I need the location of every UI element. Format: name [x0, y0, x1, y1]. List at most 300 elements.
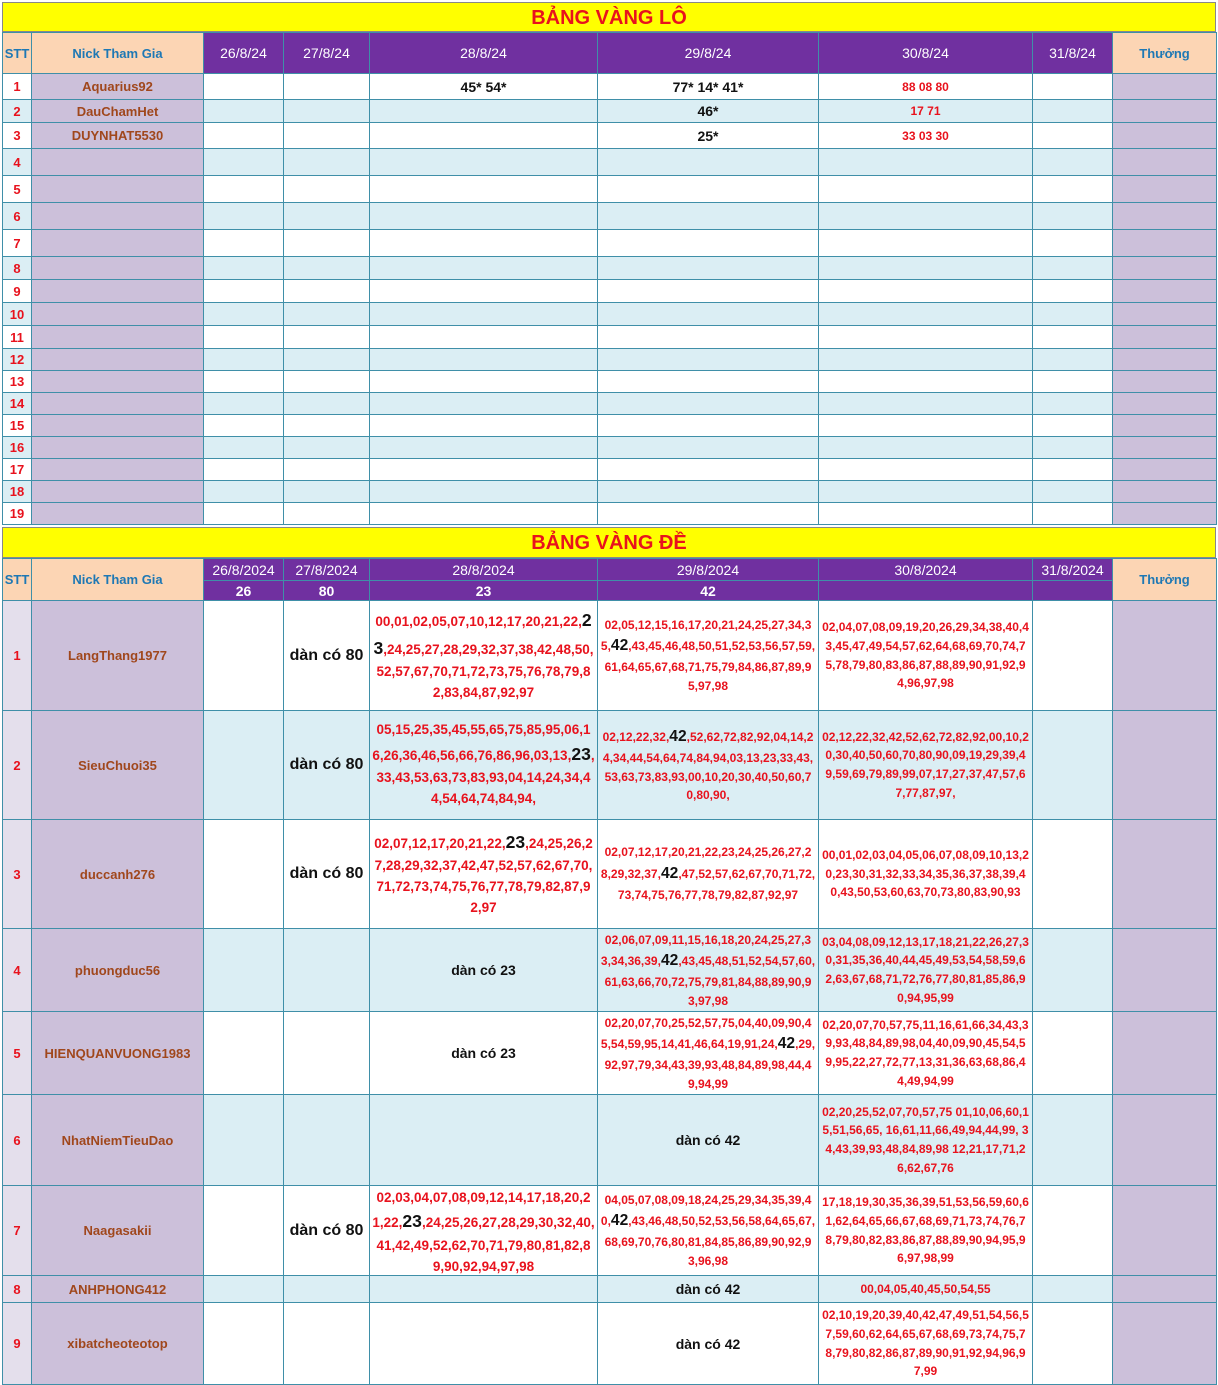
winning-number: 23 [505, 832, 526, 853]
pick-cell [598, 503, 819, 525]
pick-cell [204, 481, 284, 503]
row-stt: 7 [3, 1186, 32, 1276]
row-prize [1113, 459, 1217, 481]
pick-cell [819, 230, 1033, 257]
row-nick: Naagasakii [32, 1186, 204, 1276]
number-list-cell [819, 711, 1033, 820]
numbers-after-hit: ,43,45,46,48,50,51,52,53,56,57,59,61,64,65,67,68,71,75,79,84,86,87,89,95,97,98 [604, 639, 816, 693]
row-stt: 6 [3, 203, 32, 230]
pick-cell [598, 349, 819, 371]
row-prize [1113, 371, 1217, 393]
pick-cell [284, 74, 370, 100]
pick-cell [1033, 711, 1113, 820]
dan-cell: dàn có 80 [284, 1186, 370, 1276]
lo-table-row [3, 176, 1217, 203]
lo-header-nick: Nick Tham Gia [32, 33, 204, 74]
pick-cell [370, 326, 598, 349]
dan-cell: dàn có 23 [370, 929, 598, 1012]
row-prize [1113, 820, 1217, 929]
de-result [1033, 581, 1113, 601]
row-prize [1113, 1095, 1217, 1186]
lo-table-row [3, 503, 1217, 525]
pick-cell [204, 820, 284, 929]
lo-header-prize: Thưởng [1113, 33, 1217, 74]
pick-cell [1033, 176, 1113, 203]
pick-cell [598, 459, 819, 481]
pick-cell [1033, 929, 1113, 1012]
pick-cell [1033, 326, 1113, 349]
de-table-row [3, 1012, 1217, 1095]
pick-cell [819, 371, 1033, 393]
pick-cell: 25* [598, 123, 819, 149]
winning-number: 23 [571, 743, 591, 764]
lo-table-row [3, 123, 1217, 149]
row-stt: 9 [3, 1303, 32, 1385]
pick-cell: 33 03 30 [819, 123, 1033, 149]
number-list [370, 1188, 597, 1274]
pick-cell [284, 257, 370, 280]
row-stt: 16 [3, 437, 32, 459]
numbers: 02,12,22,32,42,52,62,72,82,92,00,10,20,30,40,50,60,70,80,90,09,19,29,39,49,59,69,79,89,99,07,17,27,37,47,57,67,77,87,97, [822, 729, 1029, 800]
pick-cell [598, 303, 819, 326]
number-list [819, 846, 1032, 902]
numbers-before-hit: 02,07,12,17,20,21,22,23,24,25,26,27,28,29,32,37, [600, 845, 812, 881]
de-title: BẢNG VÀNG ĐỀ [2, 527, 1216, 558]
pick-cell [284, 203, 370, 230]
pick-cell [284, 149, 370, 176]
row-stt: 2 [3, 100, 32, 123]
row-stt: 3 [3, 123, 32, 149]
row-stt: 5 [3, 176, 32, 203]
pick-cell [1033, 820, 1113, 929]
de-result: 80 [284, 581, 370, 601]
pick-cell [1033, 303, 1113, 326]
pick-cell [598, 203, 819, 230]
row-prize [1113, 1186, 1217, 1276]
pick-cell [204, 415, 284, 437]
number-list [819, 1103, 1032, 1177]
pick-cell [1033, 601, 1113, 711]
pick-cell [204, 1276, 284, 1303]
row-stt: 14 [3, 393, 32, 415]
row-nick: duccanh276 [32, 820, 204, 929]
de-table-row [3, 1186, 1217, 1276]
pick-cell [204, 203, 284, 230]
number-list-cell [819, 820, 1033, 929]
lo-header-date: 26/8/24 [204, 33, 284, 74]
row-stt: 12 [3, 349, 32, 371]
pick-cell [204, 711, 284, 820]
lo-table-row [3, 437, 1217, 459]
row-stt: 17 [3, 459, 32, 481]
de-table-row [3, 601, 1217, 711]
pick-cell [819, 503, 1033, 525]
numbers-before-hit: 02,03,04,07,08,09,12,14,17,18,20,21,22, [372, 1189, 591, 1231]
row-stt: 1 [3, 601, 32, 711]
numbers-after-hit: ,52,62,72,82,92,04,14,24,34,44,54,64,74,84,94,03,13,23,33,43,53,63,73,83,93,00,10,20,30,40,50,60,70,80,90, [602, 730, 814, 803]
pick-cell [1033, 257, 1113, 280]
pick-cell [284, 481, 370, 503]
pick-cell [819, 203, 1033, 230]
row-nick [32, 303, 204, 326]
number-list-cell [598, 1186, 819, 1276]
pick-cell [1033, 437, 1113, 459]
row-stt: 5 [3, 1012, 32, 1095]
winning-number: 23 [373, 610, 592, 658]
row-prize [1113, 601, 1217, 711]
lo-table-row [3, 257, 1217, 280]
numbers-before-hit: 02,20,07,70,25,52,57,75,04,40,09,90,45,54,59,95,14,41,46,64,19,91,24, [600, 1015, 812, 1052]
pick-cell: 17 71 [819, 100, 1033, 123]
pick-cell [1033, 1012, 1113, 1095]
pick-cell [204, 74, 284, 100]
row-prize [1113, 1303, 1217, 1385]
numbers-after-hit: ,43,45,48,51,52,54,57,60,61,63,66,70,72,75,79,81,84,88,89,90,93,97,98 [604, 954, 816, 1008]
row-stt: 4 [3, 929, 32, 1012]
lo-body [3, 74, 1217, 525]
de-result: 42 [598, 581, 819, 601]
lo-table-row [3, 280, 1217, 303]
number-list-cell [819, 1276, 1033, 1303]
number-list-cell [819, 1095, 1033, 1186]
row-prize [1113, 437, 1217, 459]
pick-cell [1033, 415, 1113, 437]
number-list-cell [370, 711, 598, 820]
number-list [819, 1016, 1032, 1090]
row-prize [1113, 481, 1217, 503]
lo-table-row [3, 326, 1217, 349]
lo-header-date: 28/8/24 [370, 33, 598, 74]
winning-number: 42 [610, 637, 629, 655]
row-nick [32, 149, 204, 176]
pick-cell [204, 123, 284, 149]
pick-cell [284, 100, 370, 123]
row-nick [32, 326, 204, 349]
pick-cell [598, 149, 819, 176]
row-stt: 13 [3, 371, 32, 393]
row-prize [1113, 257, 1217, 280]
pick-cell [370, 481, 598, 503]
numbers: 00,04,05,40,45,50,54,55 [860, 1281, 991, 1296]
row-stt: 18 [3, 481, 32, 503]
number-list [819, 728, 1032, 802]
lo-header-stt: STT [3, 33, 32, 74]
pick-cell [284, 280, 370, 303]
pick-cell [204, 601, 284, 711]
de-header-prize: Thưởng [1113, 559, 1217, 601]
row-stt: 1 [3, 74, 32, 100]
number-list [598, 843, 818, 904]
pick-cell [284, 415, 370, 437]
row-nick [32, 230, 204, 257]
number-list [370, 607, 597, 703]
row-prize [1113, 326, 1217, 349]
row-stt: 8 [3, 1276, 32, 1303]
pick-cell [370, 503, 598, 525]
lo-table-row [3, 393, 1217, 415]
row-prize [1113, 1276, 1217, 1303]
pick-cell [598, 371, 819, 393]
number-list [819, 1280, 1032, 1299]
row-stt: 11 [3, 326, 32, 349]
pick-cell [204, 459, 284, 481]
row-nick [32, 176, 204, 203]
number-list-cell [598, 820, 819, 929]
lo-table-row [3, 230, 1217, 257]
pick-cell [370, 393, 598, 415]
pick-cell [284, 303, 370, 326]
dan-cell [284, 1095, 370, 1186]
dan-cell: dàn có 80 [284, 601, 370, 711]
de-table-row [3, 1276, 1217, 1303]
row-prize [1113, 303, 1217, 326]
pick-cell [204, 230, 284, 257]
lo-table-row [3, 203, 1217, 230]
pick-cell [819, 481, 1033, 503]
numbers: 03,04,08,09,12,13,17,18,21,22,26,27,30,31,35,36,40,44,45,49,53,54,58,59,62,63,67,68,71,72,76,77,80,81,85,86,90,94,95,99 [822, 934, 1029, 1005]
row-nick [32, 280, 204, 303]
lo-header-date: 27/8/24 [284, 33, 370, 74]
row-nick [32, 393, 204, 415]
pick-cell [204, 100, 284, 123]
number-list-cell [819, 1303, 1033, 1385]
pick-cell [284, 393, 370, 415]
row-nick: ANHPHONG412 [32, 1276, 204, 1303]
pick-cell [370, 203, 598, 230]
numbers: 17,18,19,30,35,36,39,51,53,56,59,60,61,62,64,65,66,67,68,69,71,73,74,76,78,79,80,82,83,86,87,88,89,90,94,95,96,97,98,99 [822, 1195, 1029, 1266]
pick-cell [370, 437, 598, 459]
pick-cell [1033, 123, 1113, 149]
row-stt: 9 [3, 280, 32, 303]
lo-table-row [3, 459, 1217, 481]
dan-cell: dàn có 42 [598, 1276, 819, 1303]
pick-cell [204, 1095, 284, 1186]
winning-number: 42 [669, 728, 687, 746]
pick-cell [370, 149, 598, 176]
number-list-cell [819, 1186, 1033, 1276]
pick-cell [819, 437, 1033, 459]
pick-cell [819, 459, 1033, 481]
row-prize [1113, 929, 1217, 1012]
row-prize [1113, 149, 1217, 176]
pick-cell [1033, 149, 1113, 176]
pick-cell [204, 326, 284, 349]
numbers: 02,20,25,52,07,70,57,75 01,10,06,60,15,51,56,65, 16,61,11,66,49,94,44,99, 34,43,39,93,48,84,89,98 12,21,17,71,26,62,67,76 [822, 1104, 1029, 1175]
number-list [598, 1014, 818, 1093]
row-stt: 4 [3, 149, 32, 176]
pick-cell [598, 481, 819, 503]
dan-cell: dàn có 80 [284, 820, 370, 929]
dan-cell [284, 929, 370, 1012]
row-nick [32, 459, 204, 481]
pick-cell [1033, 230, 1113, 257]
pick-cell [819, 176, 1033, 203]
row-nick: DauChamHet [32, 100, 204, 123]
numbers: 02,04,07,08,09,19,20,26,29,34,38,40,43,45,47,49,54,57,62,64,68,69,70,74,75,78,79,80,83,86,87,88,89,90,91,92,94,96,97,98 [822, 620, 1029, 691]
row-prize [1113, 1012, 1217, 1095]
lo-table-row [3, 481, 1217, 503]
lo-table-row [3, 303, 1217, 326]
de-header-stt: STT [3, 559, 32, 601]
pick-cell [1033, 481, 1113, 503]
pick-cell: 46* [598, 100, 819, 123]
numbers-before-hit: 00,01,02,05,07,10,12,17,20,21,22, [375, 614, 582, 630]
pick-cell [598, 437, 819, 459]
pick-cell [819, 415, 1033, 437]
de-header-date: 26/8/2024 [204, 559, 284, 581]
row-prize [1113, 415, 1217, 437]
pick-cell [1033, 371, 1113, 393]
pick-cell [598, 280, 819, 303]
winning-number: 42 [660, 864, 679, 882]
row-prize [1113, 74, 1217, 100]
row-nick [32, 437, 204, 459]
pick-cell [370, 1303, 598, 1385]
pick-cell [370, 123, 598, 149]
number-list [370, 829, 597, 919]
dan-cell: dàn có 42 [598, 1303, 819, 1385]
de-table-row [3, 929, 1217, 1012]
pick-cell [370, 1095, 598, 1186]
de-table-row [3, 1095, 1217, 1186]
pick-cell [1033, 459, 1113, 481]
de-header-date: 31/8/2024 [1033, 559, 1113, 581]
de-table-row [3, 711, 1217, 820]
number-list [819, 618, 1032, 692]
pick-cell [370, 176, 598, 203]
row-prize [1113, 280, 1217, 303]
numbers-after-hit: ,29,92,97,79,34,43,39,93,48,84,89,98,44,49,94,99 [604, 1037, 816, 1091]
row-nick: phuongduc56 [32, 929, 204, 1012]
numbers-before-hit: 02,07,12,17,20,21,22, [374, 836, 506, 852]
de-result: 26 [204, 581, 284, 601]
lo-header-date: 31/8/24 [1033, 33, 1113, 74]
number-list [598, 1191, 818, 1271]
dan-cell [284, 1276, 370, 1303]
pick-cell [1033, 74, 1113, 100]
lo-table-row [3, 100, 1217, 123]
row-nick: DUYNHAT5530 [32, 123, 204, 149]
row-stt: 8 [3, 257, 32, 280]
pick-cell [1033, 280, 1113, 303]
pick-cell [598, 176, 819, 203]
de-table [2, 558, 1217, 1385]
de-header-nick: Nick Tham Gia [32, 559, 204, 601]
number-list-cell [819, 1012, 1033, 1095]
pick-cell [284, 230, 370, 257]
row-stt: 2 [3, 711, 32, 820]
dan-cell: dàn có 80 [284, 711, 370, 820]
lo-table-row [3, 74, 1217, 100]
winning-number: 42 [777, 1035, 796, 1053]
pick-cell [284, 326, 370, 349]
pick-cell [370, 459, 598, 481]
dan-cell: dàn có 42 [598, 1095, 819, 1186]
de-header-date: 30/8/2024 [819, 559, 1033, 581]
row-nick [32, 203, 204, 230]
number-list-cell [370, 1186, 598, 1276]
pick-cell [284, 459, 370, 481]
pick-cell [204, 1186, 284, 1276]
winning-number: 42 [660, 952, 679, 970]
winning-number: 23 [402, 1211, 422, 1232]
pick-cell [1033, 100, 1113, 123]
row-nick: NhatNiemTieuDao [32, 1095, 204, 1186]
row-stt: 3 [3, 820, 32, 929]
row-stt: 7 [3, 230, 32, 257]
numbers-before-hit: 02,12,22,32, [602, 730, 670, 745]
row-nick [32, 503, 204, 525]
row-nick: SieuChuoi35 [32, 711, 204, 820]
pick-cell [204, 393, 284, 415]
numbers-before-hit: 04,05,07,08,09,18,24,25,29,34,35,39,40, [600, 1192, 812, 1229]
number-list-cell [598, 929, 819, 1012]
pick-cell [1033, 393, 1113, 415]
pick-cell [204, 1012, 284, 1095]
pick-cell [598, 393, 819, 415]
row-nick: LangThang1977 [32, 601, 204, 711]
de-table-row [3, 820, 1217, 929]
pick-cell: 45* 54* [370, 74, 598, 100]
pick-cell: 88 08 80 [819, 74, 1033, 100]
row-prize [1113, 176, 1217, 203]
lo-table [2, 32, 1217, 525]
lo-header-date: 30/8/24 [819, 33, 1033, 74]
de-header-row [3, 559, 1217, 581]
pick-cell [1033, 203, 1113, 230]
pick-cell: 77* 14* 41* [598, 74, 819, 100]
pick-cell [1033, 1303, 1113, 1385]
row-prize [1113, 711, 1217, 820]
dan-cell [284, 1012, 370, 1095]
de-header-date: 27/8/2024 [284, 559, 370, 581]
pick-cell [284, 349, 370, 371]
row-nick [32, 371, 204, 393]
lo-title: BẢNG VÀNG LÔ [2, 2, 1216, 32]
pick-cell [204, 503, 284, 525]
row-stt: 19 [3, 503, 32, 525]
pick-cell [598, 415, 819, 437]
row-nick [32, 415, 204, 437]
row-nick: HIENQUANVUONG1983 [32, 1012, 204, 1095]
pick-cell [370, 280, 598, 303]
lo-table-row [3, 415, 1217, 437]
lo-table-row [3, 371, 1217, 393]
numbers-after-hit: ,24,25,26,27,28,29,30,32,40,41,42,49,52,62,70,71,79,80,81,82,89,90,92,94,97,98 [376, 1215, 595, 1274]
row-prize [1113, 230, 1217, 257]
pick-cell [284, 437, 370, 459]
numbers-after-hit: ,43,46,48,50,52,53,56,58,64,65,67,68,69,70,76,80,81,84,85,86,89,90,92,93,96,98 [604, 1214, 816, 1268]
row-nick: xibatcheoteotop [32, 1303, 204, 1385]
pick-cell [819, 280, 1033, 303]
de-header-date: 28/8/2024 [370, 559, 598, 581]
number-list-cell [819, 929, 1033, 1012]
de-result [819, 581, 1033, 601]
pick-cell [204, 1303, 284, 1385]
pick-cell [819, 257, 1033, 280]
lo-table-row [3, 149, 1217, 176]
number-list [598, 931, 818, 1010]
pick-cell [1033, 1186, 1113, 1276]
de-header-date: 29/8/2024 [598, 559, 819, 581]
row-stt: 6 [3, 1095, 32, 1186]
numbers-after-hit: ,24,25,27,28,29,32,37,38,42,48,50,52,57,67,70,71,72,73,75,76,78,79,82,83,84,87,92,97 [376, 641, 594, 700]
pick-cell [370, 415, 598, 437]
numbers-after-hit: ,24,25,26,27,28,29,32,37,42,47,52,57,62,67,70,71,72,73,74,75,76,77,78,79,82,87,92,97 [374, 836, 593, 916]
pick-cell [1033, 349, 1113, 371]
row-nick: Aquarius92 [32, 74, 204, 100]
pick-cell [370, 371, 598, 393]
